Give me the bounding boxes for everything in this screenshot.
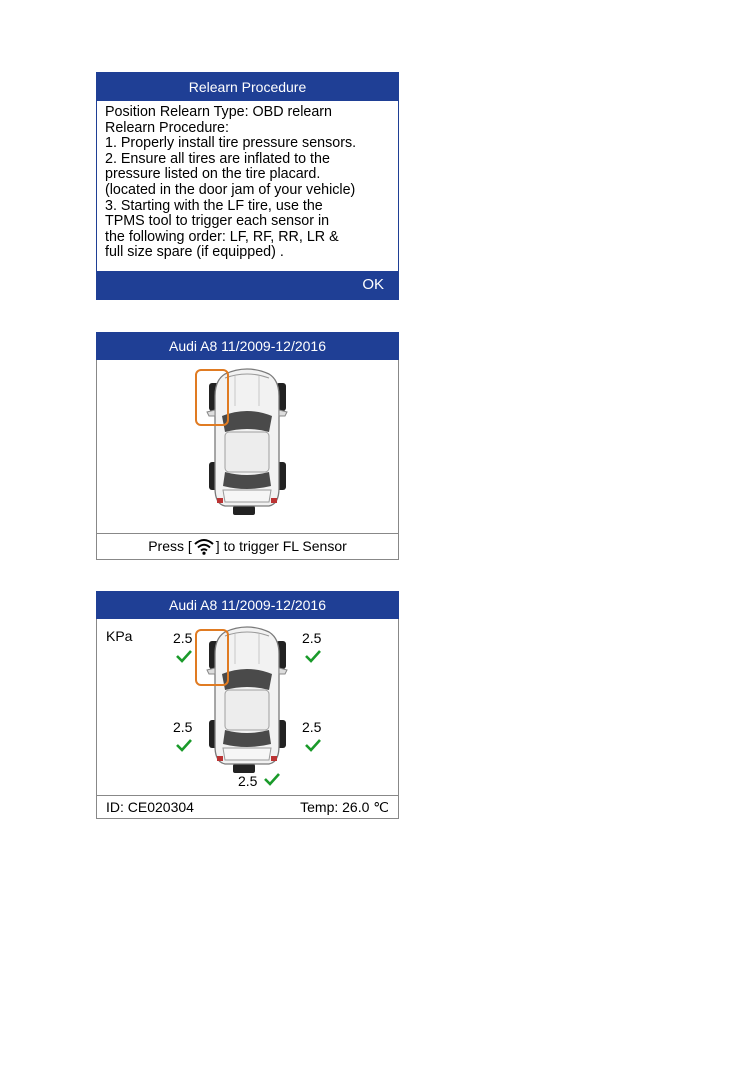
- relearn-footer: [97, 271, 398, 299]
- instruction-line: Position Relearn Type: OBD relearn: [105, 104, 333, 120]
- instruction-line: (located in the door jam of your vehicle): [105, 181, 356, 198]
- relearn-instructions: [97, 101, 398, 273]
- instruction-line: TPMS tool to trigger each sensor in: [105, 213, 330, 230]
- ok-button[interactable]: OK: [362, 276, 384, 293]
- fl-pressure: 2.5: [173, 630, 193, 646]
- instruction-line: Relearn Procedure:: [105, 119, 229, 136]
- spare-check-icon: [263, 772, 280, 786]
- sensor-results-screen: [96, 591, 399, 819]
- spare-tire-icon: [233, 764, 255, 773]
- relearn-procedure-screen: [96, 72, 399, 300]
- spare-tire-icon: [233, 506, 255, 515]
- fr-pressure: 2.5: [302, 630, 322, 646]
- rr-check-icon: [304, 738, 321, 752]
- vehicle-title: Audi A8 11/2009-12/2016: [96, 591, 399, 619]
- sensor-temp: Temp: 26.0 ℃: [300, 799, 389, 815]
- relearn-title: Relearn Procedure: [97, 73, 398, 101]
- vehicle-title: Audi A8 11/2009-12/2016: [96, 332, 399, 360]
- fl-check-icon: [175, 649, 192, 663]
- spare-pressure: 2.5: [238, 773, 258, 789]
- car-top-view: [195, 624, 291, 774]
- instruction-line: 2. Ensure all tires are inflated to the: [105, 150, 330, 167]
- car-top-view: [195, 366, 291, 516]
- rl-check-icon: [175, 738, 192, 752]
- instruction-line: full size spare (if equipped) .: [105, 244, 284, 261]
- prompt-prefix: Press [: [148, 538, 192, 554]
- instruction-line: pressure listed on the tire placard.: [105, 166, 321, 183]
- trigger-sensor-screen: [96, 332, 399, 560]
- instruction-line: 3. Starting with the LF tire, use the: [105, 197, 323, 214]
- sensor-id: ID: CE020304: [106, 799, 194, 815]
- wifi-trigger-icon: [194, 538, 214, 555]
- instruction-line: 1. Properly install tire pressure sensors.: [105, 135, 357, 152]
- instruction-line: the following order: LF, RF, RR, LR &: [105, 228, 339, 245]
- fr-check-icon: [304, 649, 321, 663]
- pressure-unit: KPa: [106, 628, 133, 644]
- result-footer: [97, 795, 398, 818]
- prompt-suffix: ] to trigger FL Sensor: [215, 538, 347, 554]
- rl-pressure: 2.5: [173, 719, 193, 735]
- trigger-prompt: [97, 533, 398, 559]
- rr-pressure: 2.5: [302, 719, 322, 735]
